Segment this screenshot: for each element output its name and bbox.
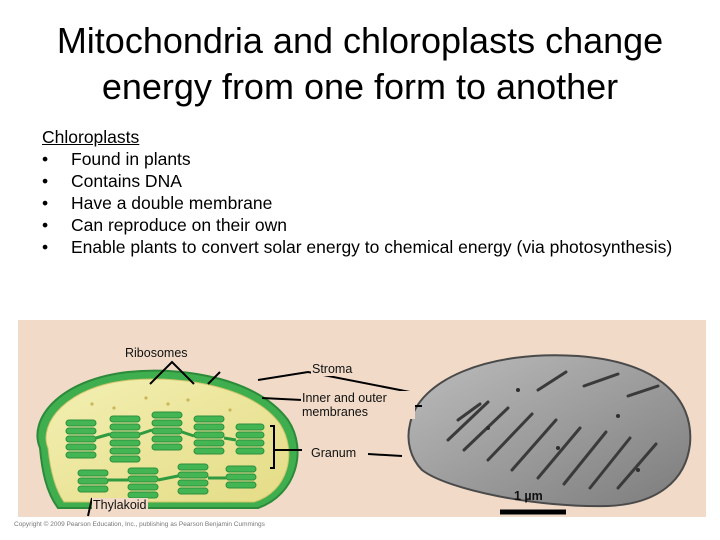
chloroplast-facts (42, 126, 692, 258)
electron-micrograph (409, 355, 691, 512)
bullet-list (42, 148, 692, 258)
bullet-item: • Can reproduce on their own (42, 214, 692, 236)
chloroplast-drawing (37, 371, 297, 508)
section-heading: Chloroplasts (42, 127, 140, 147)
slide-title: Mitochondria and chloroplasts change energy from one form to another (56, 20, 664, 107)
scale-label: 1 µm (514, 489, 543, 503)
label-granum: Granum (311, 446, 357, 460)
bullet-item: • Found in plants (42, 148, 692, 170)
bullet-item: • Contains DNA (42, 170, 692, 192)
bullet-item: • Have a double membrane (42, 192, 692, 214)
label-membranes: Inner and outer membranes (301, 391, 415, 419)
chloroplast-figure (18, 320, 706, 517)
label-thylakoid: Thylakoid (93, 498, 147, 512)
bullet-item: • Enable plants to convert solar energy to chemical energy (via photosynthesis) (42, 236, 692, 258)
label-ribosomes: Ribosomes (125, 346, 188, 360)
label-stroma: Stroma (312, 362, 353, 376)
copyright-notice: Copyright © 2009 Pearson Education, Inc., publishing as Pearson Benjamin Cummings (14, 521, 265, 528)
